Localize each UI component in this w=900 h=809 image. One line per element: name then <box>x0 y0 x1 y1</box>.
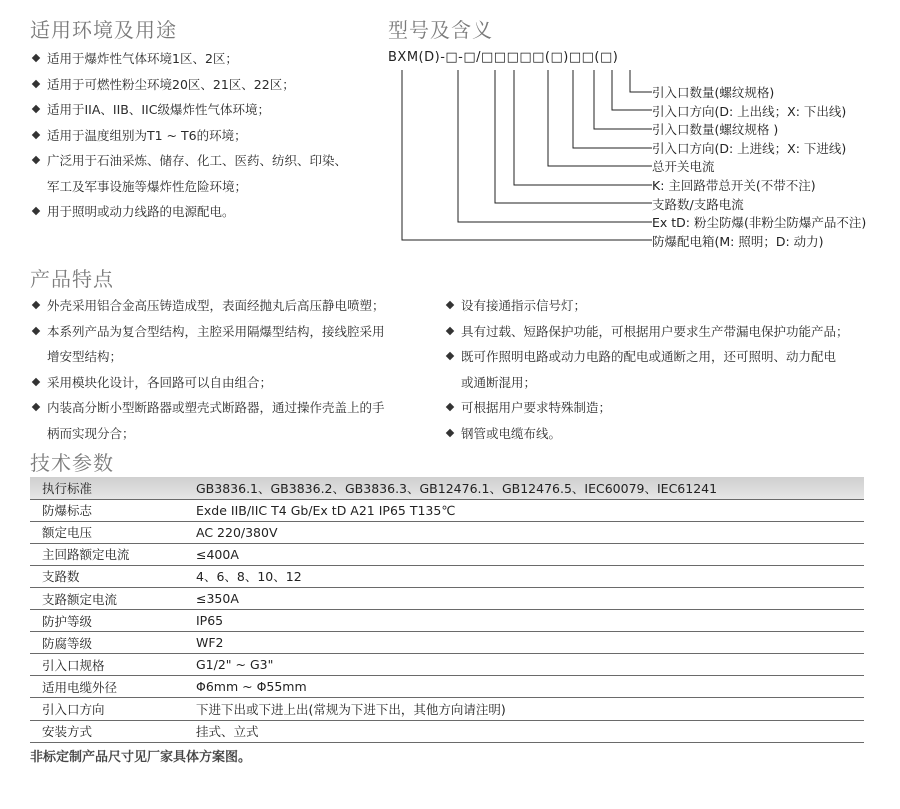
diamond-bullet-icon <box>446 352 454 360</box>
table-row <box>30 521 864 543</box>
model-legend <box>652 84 866 251</box>
table-row <box>30 499 864 521</box>
list-item: 可根据用户要求特殊制造； <box>444 395 884 421</box>
param-value: 下进下出或下进上出(常规为下进下出，其他方向请注明) <box>170 698 864 720</box>
list-item: 用于照明或动力线路的电源配电。 <box>30 199 375 225</box>
table-row <box>30 587 864 609</box>
diamond-bullet-icon <box>32 301 40 309</box>
list-item: 内装高分断小型断路器或塑壳式断路器，通过操作壳盖上的手 <box>30 395 430 421</box>
legend-item: 总开关电流 <box>652 159 715 175</box>
legend-item: K: 主回路带总开关(不带不注) <box>652 177 816 193</box>
legend-item: 引入口数量(螺纹规格 ) <box>652 122 779 138</box>
diamond-bullet-icon <box>32 105 40 113</box>
diamond-bullet-icon <box>32 377 40 385</box>
param-name: 支路额定电流 <box>30 587 170 609</box>
list-item: 本系列产品为复合型结构，主腔采用隔爆型结构，接线腔采用 <box>30 319 430 345</box>
list-item: 适用于可燃性粉尘环境20区、21区、22区； <box>30 72 375 98</box>
table-row <box>30 720 864 742</box>
list-item: 适用于爆炸性气体环境1区、2区； <box>30 46 375 72</box>
param-value: 4、6、8、10、12 <box>170 565 864 587</box>
leader-line <box>548 70 652 166</box>
diamond-bullet-icon <box>32 403 40 411</box>
param-value: ≤350A <box>170 587 864 609</box>
table-row <box>30 565 864 587</box>
list-item: 适用于IIA、IIB、IIC级爆炸性气体环境； <box>30 97 375 123</box>
param-value: GB3836.1、GB3836.2、GB3836.3、GB12476.1、GB12476.5、IEC60079、IEC61241 <box>170 477 864 499</box>
list-item: 外壳采用铝合金高压铸造成型，表面经抛丸后高压静电喷塑； <box>30 293 430 319</box>
param-value: ≤400A <box>170 543 864 565</box>
list-item-continued: 增安型结构； <box>47 349 123 364</box>
list-item: 广泛用于石油采炼、储存、化工、医药、纺织、印染、 <box>30 148 375 174</box>
params-table <box>30 477 864 743</box>
features-title: 产品特点 <box>30 267 114 291</box>
footer-note: 非标定制产品尺寸见厂家具体方案图。 <box>30 750 252 765</box>
list-item: 既可作照明电路或动力电路的配电或通断之用，还可照明、动力配电 <box>444 344 884 370</box>
param-value: WF2 <box>170 632 864 654</box>
param-name: 防护等级 <box>30 610 170 632</box>
param-name: 额定电压 <box>30 521 170 543</box>
list-item: 设有接通指示信号灯； <box>444 293 884 319</box>
table-row <box>30 543 864 565</box>
diamond-bullet-icon <box>32 326 40 334</box>
table-row <box>30 632 864 654</box>
diamond-bullet-icon <box>32 207 40 215</box>
legend-item: 防爆配电箱(M: 照明；D: 动力) <box>652 233 824 249</box>
param-name: 支路数 <box>30 565 170 587</box>
model-code: BXM(D)-□-□/□□□□□(□)□□(□) <box>388 50 619 65</box>
leader-line <box>458 70 652 222</box>
diamond-bullet-icon <box>32 79 40 87</box>
table-row <box>30 610 864 632</box>
param-name: 执行标准 <box>30 477 170 499</box>
leader-line <box>612 70 652 110</box>
param-value: 挂式、立式 <box>170 720 864 742</box>
param-name: 引入口方向 <box>30 698 170 720</box>
param-name: 防爆标志 <box>30 499 170 521</box>
legend-item: 引入口方向(D: 上出线；X: 下出线) <box>652 103 847 119</box>
list-item-continued: 柄而实现分合； <box>47 425 135 441</box>
diamond-bullet-icon <box>446 301 454 309</box>
model-title: 型号及含义 <box>388 18 493 42</box>
list-item-continued: 或通断混用； <box>461 374 537 390</box>
diamond-bullet-icon <box>32 156 40 164</box>
param-value: IP65 <box>170 610 864 632</box>
table-row <box>30 654 864 676</box>
param-value: Φ6mm ~ Φ55mm <box>170 676 864 698</box>
leader-line <box>630 70 652 92</box>
params-title: 技术参数 <box>30 451 114 475</box>
diamond-bullet-icon <box>446 403 454 411</box>
diamond-bullet-icon <box>32 130 40 138</box>
list-item: 适用于温度组别为T1 ~ T6的环境； <box>30 123 375 149</box>
leader-line <box>594 70 652 129</box>
legend-item: 引入口方向(D: 上进线；X: 下进线) <box>652 140 847 156</box>
table-row <box>30 698 864 720</box>
param-name: 适用电缆外径 <box>30 676 170 698</box>
diamond-bullet-icon <box>446 428 454 436</box>
diamond-bullet-icon <box>32 54 40 62</box>
param-name: 安装方式 <box>30 720 170 742</box>
features-left-list <box>30 293 430 446</box>
usage-title: 适用环境及用途 <box>30 18 177 42</box>
param-name: 主回路额定电流 <box>30 543 170 565</box>
list-item: 钢管或电缆布线。 <box>444 421 884 447</box>
table-row <box>30 676 864 698</box>
diamond-bullet-icon <box>446 326 454 334</box>
leader-line <box>514 70 652 185</box>
list-item: 采用模块化设计，各回路可以自由组合； <box>30 370 430 396</box>
leader-line <box>402 70 652 240</box>
usage-list <box>30 46 375 225</box>
param-value: G1/2" ~ G3" <box>170 654 864 676</box>
param-value: AC 220/380V <box>170 521 864 543</box>
param-name: 防腐等级 <box>30 632 170 654</box>
features-right-list <box>444 293 884 446</box>
legend-item: 引入口数量(螺纹规格) <box>652 85 775 100</box>
list-item-continued: 军工及军事设施等爆炸性危险环境； <box>47 178 248 194</box>
model-leader-lines <box>380 58 660 248</box>
param-name: 引入口规格 <box>30 654 170 676</box>
param-value: Exde IIB/IIC T4 Gb/Ex tD A21 IP65 T135℃ <box>170 499 864 521</box>
legend-item: 支路数/支路电流 <box>652 196 744 212</box>
legend-item: Ex tD: 粉尘防爆(非粉尘防爆产品不注) <box>652 215 867 231</box>
list-item: 具有过载、短路保护功能，可根据用户要求生产带漏电保护功能产品； <box>444 319 884 345</box>
table-row <box>30 477 864 499</box>
